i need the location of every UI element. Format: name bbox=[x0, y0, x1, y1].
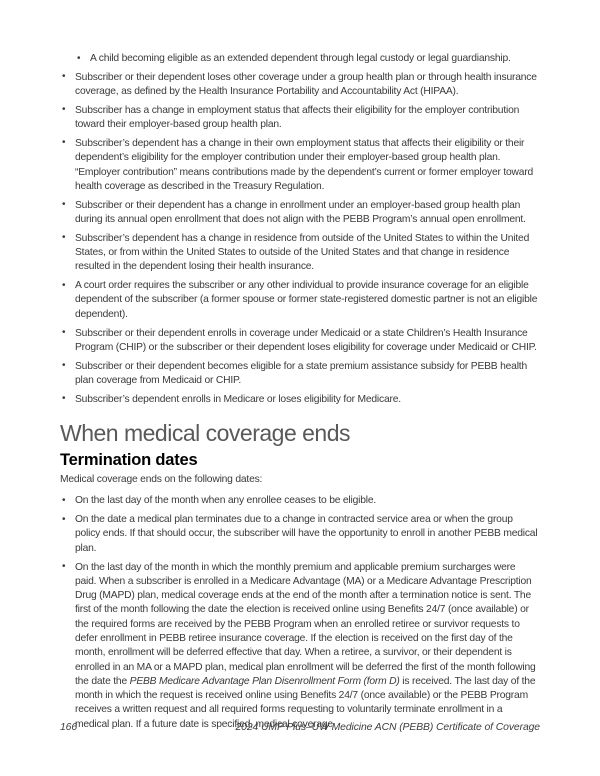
list-item: • Subscriber’s dependent has a change in residence from outside of the United States to within the United States, or from within the United States to outside of the United States and that change in residence resulted in the dependent losing their health insurance. bbox=[60, 232, 538, 275]
list-item: • Subscriber’s dependent has a change in their own employment status that affects their eligibility or their dependent’s eligibility for the employer contribution under their employer-based group health plan. “Employer contribution” means contributions made by the dependent’s current or former employer toward health coverage as described in the Treasury Regulation. bbox=[60, 137, 538, 194]
list-item: • Subscriber or their dependent loses other coverage under a group health plan or through health insurance coverage, as defined by the Health Insurance Portability and Accountability Act (HIPAA). bbox=[60, 71, 538, 100]
termination-bullet-list bbox=[60, 494, 538, 732]
list-item: • Subscriber or their dependent becomes eligible for a state premium assistance subsidy for PEBB health plan coverage from Medicaid or CHIP. bbox=[60, 360, 538, 389]
termination-intro-text: Medical coverage ends on the following dates: bbox=[60, 474, 263, 486]
list-item: • Subscriber’s dependent enrolls in Medicare or loses eligibility for Medicare. bbox=[60, 393, 538, 407]
list-item: • On the date a medical plan terminates due to a change in contracted service area or when the group policy ends. If that should occur, the subscriber will have the opportunity to enroll in another PEBB medical plan. bbox=[60, 513, 538, 556]
list-item: • Subscriber has a change in employment status that affects their eligibility for the employer contribution toward their employer-based group health plan. bbox=[60, 104, 538, 133]
sub-heading-termination-dates: Termination dates bbox=[60, 451, 198, 470]
list-item: • Subscriber or their dependent enrolls in coverage under Medicaid or a state Children’s Health Insurance Program (CHIP) or the subscriber or their dependent loses eligibility for coverage under Medicaid or CHIP. bbox=[60, 327, 538, 356]
list-item: • A child becoming eligible as an extended dependent through legal custody or legal guardianship. bbox=[75, 52, 538, 66]
eligibility-sub-bullet-list bbox=[75, 52, 538, 66]
page-content bbox=[60, 52, 538, 737]
list-item bbox=[60, 561, 538, 733]
long-bullet-text-end: is received. The last day of the month in which the request is received online using Benefits 24/7 (once available) or the PEBB Program receives a written request and all required forms requesting to voluntarily terminate enrollment in a medical plan. If a future date is specified, medical coverage bbox=[75, 675, 536, 730]
list-item: • Subscriber or their dependent has a change in enrollment under an employer-based group health plan during its annual open enrollment that does not align with the PEBB Program’s annual open enrollment. bbox=[60, 199, 538, 228]
list-item: • A court order requires the subscriber or any other individual to provide insurance coverage for an eligible dependent of the subscriber (a former spouse or former state-registered domestic partner is not an eligible dependent). bbox=[60, 279, 538, 322]
form-name-italic: PEBB Medicare Advantage Plan Disenrollment Form (form D) bbox=[129, 675, 400, 687]
document-title: 2024 UMP Plus–UW Medicine ACN (PEBB) Certificate of Coverage bbox=[235, 722, 540, 733]
section-heading-when-medical-coverage-ends: When medical coverage ends bbox=[60, 420, 350, 447]
eligibility-bullet-list bbox=[60, 71, 538, 407]
list-item: • On the last day of the month when any enrollee ceases to be eligible. bbox=[60, 494, 538, 508]
page-number: 166 bbox=[60, 722, 78, 733]
long-bullet-text-start: On the last day of the month in which the monthly premium and applicable premium surcharges were paid. When a subscriber is enrolled in a Medicare Advantage (MA) or a Medicare Advantage Prescription Drug (MAPD) plan, medical coverage ends at the end of the month after a termination notice is sent. The first of the month following the date the election is received online using Benefits 24/7 (once available) or the required forms are received by the PEBB Program when an enrolled retiree or survivor requests to defer enrollment in PEBB retiree insurance coverage. If the election is received on the first day of the month, enrollment will be deferred effective that day. When a retiree, a survivor, or their dependent is enrolled in an MA or a MAPD plan, medical plan enrollment will be deferred the first of the month following the date the bbox=[75, 561, 536, 687]
page-footer bbox=[60, 722, 540, 733]
